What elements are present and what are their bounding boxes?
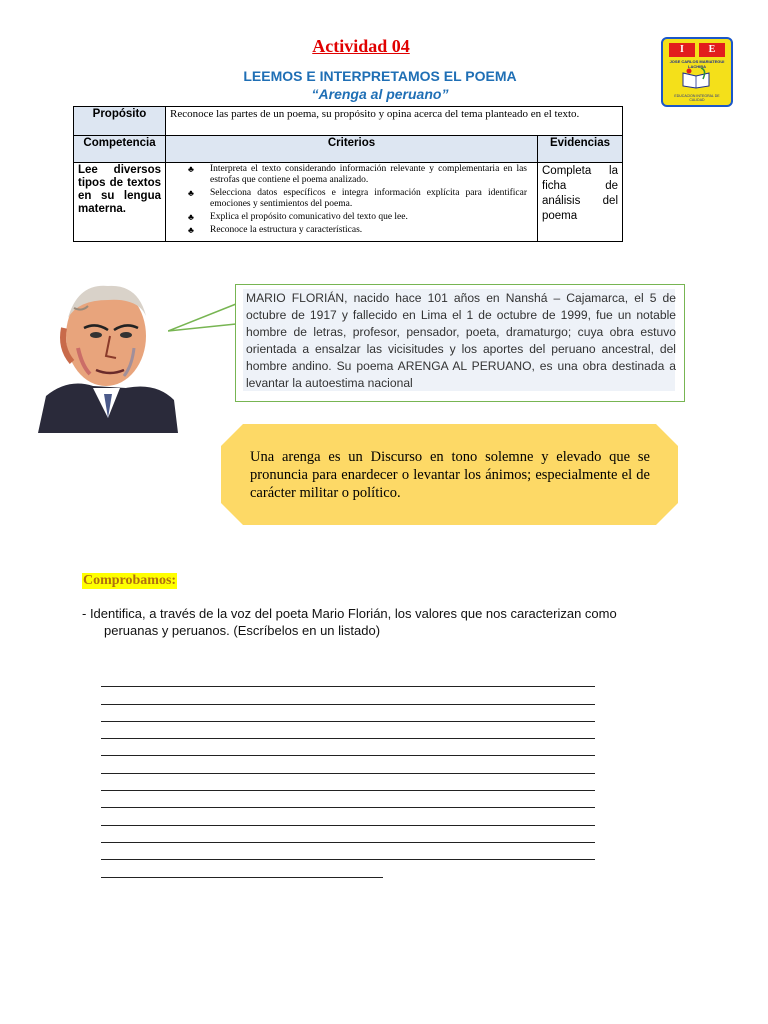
competence-table	[73, 106, 623, 242]
answer-line[interactable]	[101, 860, 383, 877]
instruction-text	[82, 605, 642, 639]
answer-line[interactable]	[101, 670, 595, 687]
answer-area[interactable]	[101, 670, 595, 878]
poet-portrait	[38, 278, 178, 433]
logo-school-name: JOSE CARLOS MARIATEGUI LACHIRA	[669, 59, 725, 69]
competencia-label: Competencia	[74, 136, 166, 163]
book-quill-icon	[681, 67, 711, 89]
criteria-item: ♣ Selecciona datos específicos e integra información explícita para identificar emociones y sentimientos del poema.	[188, 188, 527, 209]
answer-line[interactable]	[101, 722, 595, 739]
answer-line[interactable]	[101, 808, 595, 825]
answer-line[interactable]	[101, 739, 595, 756]
criteria-item: ♣ Explica el propósito comunicativo del texto que lee.	[188, 212, 408, 222]
biography-bubble	[235, 284, 685, 402]
club-bullet-icon: ♣	[188, 225, 194, 235]
lesson-subtitle: LEEMOS E INTERPRETAMOS EL POEMA	[243, 68, 517, 84]
criterios-label: Criterios	[166, 136, 538, 163]
answer-line[interactable]	[101, 791, 595, 808]
proposito-label: Propósito	[74, 107, 166, 136]
answer-line[interactable]	[101, 756, 595, 773]
answer-line[interactable]	[101, 705, 595, 722]
answer-line[interactable]	[101, 826, 595, 843]
club-bullet-icon: ♣	[188, 164, 194, 174]
logo-letter-left: I	[669, 43, 695, 57]
evidencias-label: Evidencias	[538, 136, 623, 163]
logo-letter-right: E	[699, 43, 725, 57]
club-bullet-icon: ♣	[188, 212, 194, 222]
definition-text: Una arenga es un Discurso en tono solemne y elevado que se pronuncia para enardecer o levantar los ánimos; especialmente el de carácter militar o político.	[250, 449, 650, 501]
speech-bubble-tail	[168, 302, 238, 334]
school-logo	[661, 37, 733, 107]
answer-line[interactable]	[101, 687, 595, 704]
answer-line[interactable]	[101, 843, 595, 860]
club-bullet-icon: ♣	[188, 188, 194, 198]
criteria-item: ♣ Interpreta el texto considerando información relevante y complementaria en las estrofas que contiene el poema analizado.	[188, 164, 527, 185]
criteria-list	[170, 164, 533, 236]
biography-text: MARIO FLORIÁN, nacido hace 101 años en Nanshá – Cajamarca, el 5 de octubre de 1917 y fallecido en Lima el 1 de octubre de 1999, fue un notable hombre de letras, profesor, pensador, poeta, dramaturgo; cuya obra estuvo orientada a ensalzar las vicisitudes y los aportes del peruano ancestral, del hombre andino. Su poema ARENGA AL PERUANO, es una obra destinada a levantar la autoestima nacional	[246, 291, 676, 390]
instruction-line-1: - Identifica, a través de la voz del poeta Mario Florián, los valores que nos caracterizan como	[82, 606, 617, 621]
competencia-text: Lee diversos tipos de textos en su lengua materna.	[78, 164, 161, 215]
evidencias-text: Completa la ficha de análisis del poema	[542, 165, 619, 222]
comprobamos-heading: Comprobamos:	[83, 573, 177, 588]
poem-title: “Arenga al peruano”	[311, 86, 449, 102]
answer-line[interactable]	[101, 774, 595, 791]
instruction-line-2: peruanas y peruanos. (Escríbelos en un listado)	[104, 623, 381, 638]
activity-title: Actividad 04	[312, 36, 410, 56]
criteria-item: ♣ Reconoce la estructura y características.	[188, 225, 363, 235]
proposito-text: Reconoce las partes de un poema, su propósito y opina acerca del tema planteado en el texto.	[170, 108, 580, 120]
logo-motto: EDUCACION INTEGRAL DE CALIDAD	[674, 94, 720, 102]
